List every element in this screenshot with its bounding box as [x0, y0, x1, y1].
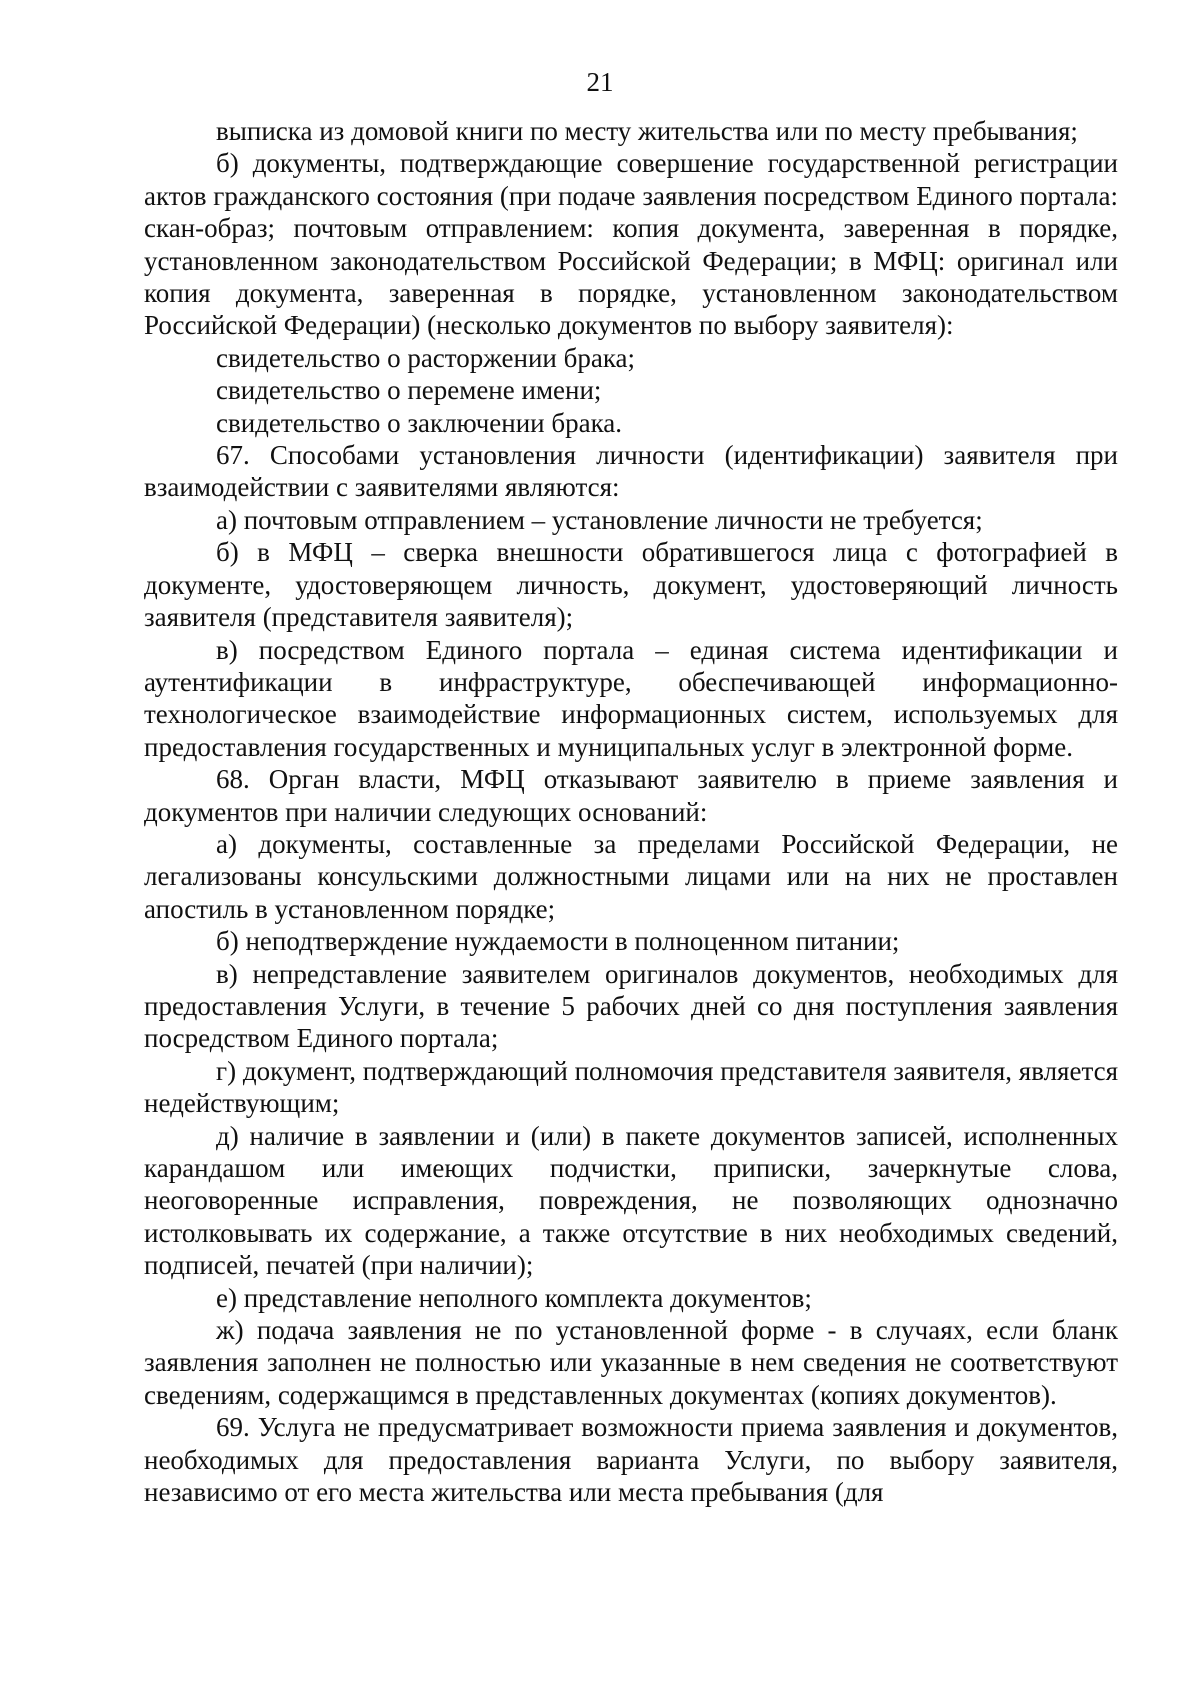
paragraph-name-change-certificate: свидетельство о перемене имени;: [216, 375, 602, 406]
paragraph-item-68-g: г) документ, подтверждающий полномочия представителя заявителя, является недействующим;: [144, 1055, 1118, 1119]
paragraph-item-68-zh: ж) подача заявления не по установленной форме - в случаях, если бланк заявления заполнен не полностью или указанные в нем сведения не соответствуют сведениям, содержащимся в представленных документах (копиях документов).: [144, 1315, 1118, 1410]
paragraph-item-68-b: б) неподтверждение нуждаемости в полноценном питании;: [216, 926, 900, 957]
paragraph-item-68-d: д) наличие в заявлении и (или) в пакете документов записей, исполненных карандашом или имеющих подчистки, приписки, зачеркнутые слова, неоговоренные исправления, повреждения, не позволяющих однозначно истолковывать их содержание, а также отсутствие в них необходимых сведений, подписей, печатей (при наличии);: [144, 1120, 1118, 1281]
paragraph-marriage-certificate: свидетельство о заключении брака.: [216, 407, 623, 438]
paragraph-item-68-e: е) представление неполного комплекта документов;: [216, 1282, 812, 1313]
paragraph-item-67-b: б) в МФЦ – сверка внешности обратившегося лица с фотографией в документе, удостоверяющем личность, документ, удостоверяющий личность заявителя (представителя заявителя);: [144, 537, 1118, 633]
document-body: [144, 115, 1118, 1508]
paragraph-item-67: 67. Способами установления личности (идентификации) заявителя при взаимодействии с заявителями являются:: [144, 440, 1118, 503]
paragraph-item-68: 68. Орган власти, МФЦ отказывают заявителю в приеме заявления и документов при наличии следующих оснований:: [144, 764, 1118, 827]
paragraph-divorce-certificate: свидетельство о расторжении брака;: [216, 342, 636, 373]
paragraph-item-68-a: а) документы, составленные за пределами Российской Федерации, не легализованы консульскими должностными лицами или на них не проставлен апостиль в установленном порядке;: [144, 828, 1118, 924]
paragraph-house-book-extract: выписка из домовой книги по месту жительства или по месту пребывания;: [216, 116, 1078, 146]
paragraph-civil-status-documents: б) документы, подтверждающие совершение государственной регистрации актов гражданского состояния (при подаче заявления посредством Единого портала: скан-образ; почтовым отправлением: копия документа, заверенная в порядке, установленном законодательством Российской Федерации; в МФЦ: оригинал или копия документа, заверенная в порядке, установленном законодательством Российской Федерации) (несколько документов по выбору заявителя):: [144, 148, 1118, 341]
paragraph-item-69: 69. Услуга не предусматривает возможности приема заявления и документов, необходимых для предоставления варианта Услуги, по выбору заявителя, независимо от его места жительства или места пребывания (для: [144, 1412, 1118, 1508]
paragraph-item-68-v: в) непредставление заявителем оригиналов документов, необходимых для предоставления Услуги, в течение 5 рабочих дней со дня поступления заявления посредством Единого портала;: [144, 958, 1118, 1054]
paragraph-item-67-v: в) посредством Единого портала – единая система идентификации и аутентификации в инфраструктуре, обеспечивающей информационно-технологическое взаимодействие информационных систем, используемых для предоставления государственных и муниципальных услуг в электронной форме.: [144, 634, 1118, 762]
paragraph-item-67-a: а) почтовым отправлением – установление личности не требуется;: [216, 504, 983, 535]
page-number: 21: [586, 67, 614, 97]
